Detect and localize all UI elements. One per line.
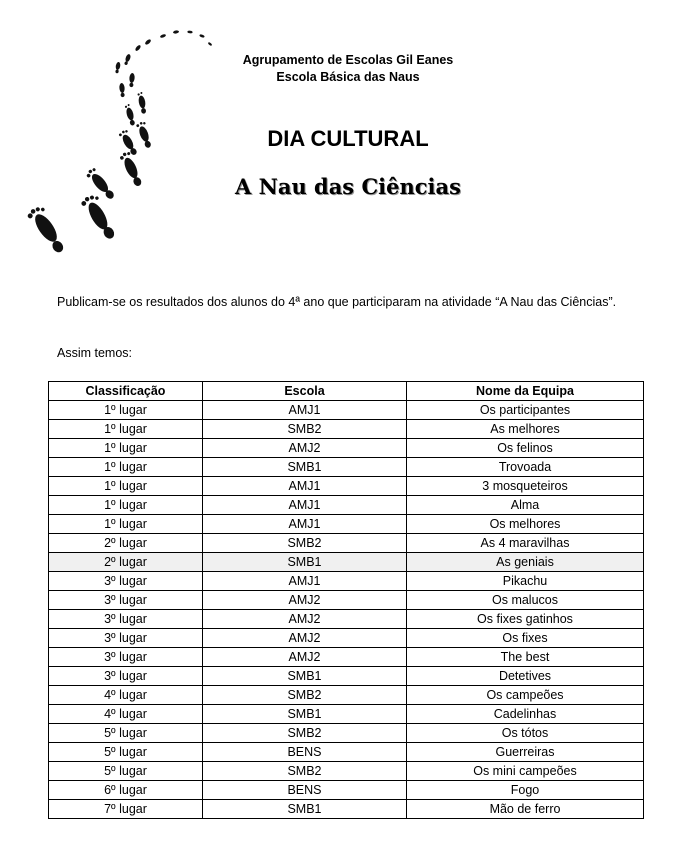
team-name-cell: Os tótos — [407, 724, 644, 743]
table-row — [49, 667, 644, 686]
school-cell: SMB1 — [203, 705, 407, 724]
team-name-cell: Guerreiras — [407, 743, 644, 762]
footprint-icon — [187, 30, 192, 33]
school-cell: SMB1 — [203, 553, 407, 572]
school-cell: AMJ2 — [203, 591, 407, 610]
school-header — [200, 52, 496, 86]
team-name-cell: Pikachu — [407, 572, 644, 591]
classification-cell: 6º lugar — [49, 781, 203, 800]
table-row — [49, 477, 644, 496]
header-classificacao: Classificação — [49, 382, 203, 401]
classification-cell: 3º lugar — [49, 610, 203, 629]
table-row — [49, 515, 644, 534]
classification-cell: 1º lugar — [49, 458, 203, 477]
classification-cell: 1º lugar — [49, 420, 203, 439]
table-row — [49, 401, 644, 420]
school-cell: BENS — [203, 781, 407, 800]
team-name-cell: Os fixes gatinhos — [407, 610, 644, 629]
classification-cell: 2º lugar — [49, 553, 203, 572]
footprint-icon — [124, 104, 136, 127]
school-cell: AMJ1 — [203, 572, 407, 591]
school-cell: SMB1 — [203, 458, 407, 477]
team-name-cell: As melhores — [407, 420, 644, 439]
school-cell: SMB2 — [203, 724, 407, 743]
school-cell: AMJ2 — [203, 439, 407, 458]
table-header-row — [49, 382, 644, 401]
classification-cell: 2º lugar — [49, 534, 203, 553]
page-title: DIA CULTURAL — [267, 126, 429, 151]
table-row — [49, 572, 644, 591]
classification-cell: 5º lugar — [49, 724, 203, 743]
table-row — [49, 800, 644, 819]
school-cell: AMJ1 — [203, 401, 407, 420]
footprint-icon — [199, 34, 205, 38]
table-row — [49, 534, 644, 553]
assim-label: Assim temos: — [57, 346, 133, 360]
classification-cell: 1º lugar — [49, 515, 203, 534]
table-row — [49, 724, 644, 743]
intro-paragraph: Publicam-se os resultados dos alunos do 4ª ano que participaram na atividade “A Nau das Ciências”. — [57, 295, 617, 309]
classification-cell: 5º lugar — [49, 743, 203, 762]
table-row — [49, 686, 644, 705]
table-row — [49, 591, 644, 610]
table-row — [49, 648, 644, 667]
footprint-icon — [137, 92, 147, 115]
footprint-icon — [160, 34, 167, 39]
page-subtitle: A Nau das Ciências — [235, 174, 461, 199]
footprint-icon — [115, 62, 121, 74]
team-name-cell: Alma — [407, 496, 644, 515]
school-cell: AMJ1 — [203, 515, 407, 534]
team-name-cell: Os malucos — [407, 591, 644, 610]
team-name-cell: Os fixes — [407, 629, 644, 648]
table-row — [49, 439, 644, 458]
classification-cell: 3º lugar — [49, 629, 203, 648]
team-name-cell: Mão de ferro — [407, 800, 644, 819]
classification-cell: 3º lugar — [49, 667, 203, 686]
footprint-icon — [119, 151, 145, 189]
footprint-icon — [208, 42, 213, 47]
table-row — [49, 762, 644, 781]
school-group-name: Agrupamento de Escolas Gil Eanes — [242, 53, 454, 67]
classification-cell: 4º lugar — [49, 686, 203, 705]
table-row — [49, 458, 644, 477]
classification-cell: 1º lugar — [49, 496, 203, 515]
team-name-cell: Detetives — [407, 667, 644, 686]
school-name: Escola Básica das Naus — [276, 70, 420, 84]
table-row — [49, 496, 644, 515]
classification-cell: 1º lugar — [49, 477, 203, 496]
classification-cell: 4º lugar — [49, 705, 203, 724]
classification-cell: 1º lugar — [49, 401, 203, 420]
header-escola: Escola — [203, 382, 407, 401]
classification-cell: 1º lugar — [49, 439, 203, 458]
footprint-icon — [144, 38, 152, 45]
school-cell: SMB1 — [203, 667, 407, 686]
team-name-cell: Os melhores — [407, 515, 644, 534]
footprint-icon — [80, 192, 120, 243]
school-cell: SMB2 — [203, 686, 407, 705]
classification-cell: 3º lugar — [49, 572, 203, 591]
table-row — [49, 781, 644, 800]
team-name-cell: As geniais — [407, 553, 644, 572]
school-cell: SMB2 — [203, 420, 407, 439]
table-row — [49, 553, 644, 572]
school-cell: AMJ2 — [203, 610, 407, 629]
school-cell: BENS — [203, 743, 407, 762]
school-cell: SMB2 — [203, 762, 407, 781]
footprint-icon — [136, 121, 154, 149]
team-name-cell: Os campeões — [407, 686, 644, 705]
team-name-cell: Os participantes — [407, 401, 644, 420]
school-cell: SMB1 — [203, 800, 407, 819]
table-row — [49, 629, 644, 648]
classification-cell: 5º lugar — [49, 762, 203, 781]
team-name-cell: Cadelinhas — [407, 705, 644, 724]
results-table — [48, 381, 644, 819]
footprint-icon — [119, 83, 125, 98]
footprints-illustration — [18, 18, 223, 263]
table-row — [49, 420, 644, 439]
table-row — [49, 743, 644, 762]
team-name-cell: Trovoada — [407, 458, 644, 477]
footprint-icon — [123, 53, 131, 65]
school-cell: AMJ2 — [203, 648, 407, 667]
team-name-cell: Os mini campeões — [407, 762, 644, 781]
footprint-icon — [26, 203, 70, 256]
footprint-icon — [129, 73, 135, 88]
team-name-cell: Os felinos — [407, 439, 644, 458]
school-cell: AMJ1 — [203, 496, 407, 515]
table-row — [49, 705, 644, 724]
table-row — [49, 610, 644, 629]
classification-cell: 7º lugar — [49, 800, 203, 819]
team-name-cell: 3 mosqueteiros — [407, 477, 644, 496]
footprint-icon — [173, 30, 179, 34]
classification-cell: 3º lugar — [49, 648, 203, 667]
school-cell: SMB2 — [203, 534, 407, 553]
school-cell: AMJ1 — [203, 477, 407, 496]
header-nome-equipa: Nome da Equipa — [407, 382, 644, 401]
classification-cell: 3º lugar — [49, 591, 203, 610]
team-name-cell: As 4 maravilhas — [407, 534, 644, 553]
team-name-cell: Fogo — [407, 781, 644, 800]
footprint-icon — [134, 44, 141, 52]
footprint-icon — [85, 167, 117, 202]
school-cell: AMJ2 — [203, 629, 407, 648]
team-name-cell: The best — [407, 648, 644, 667]
